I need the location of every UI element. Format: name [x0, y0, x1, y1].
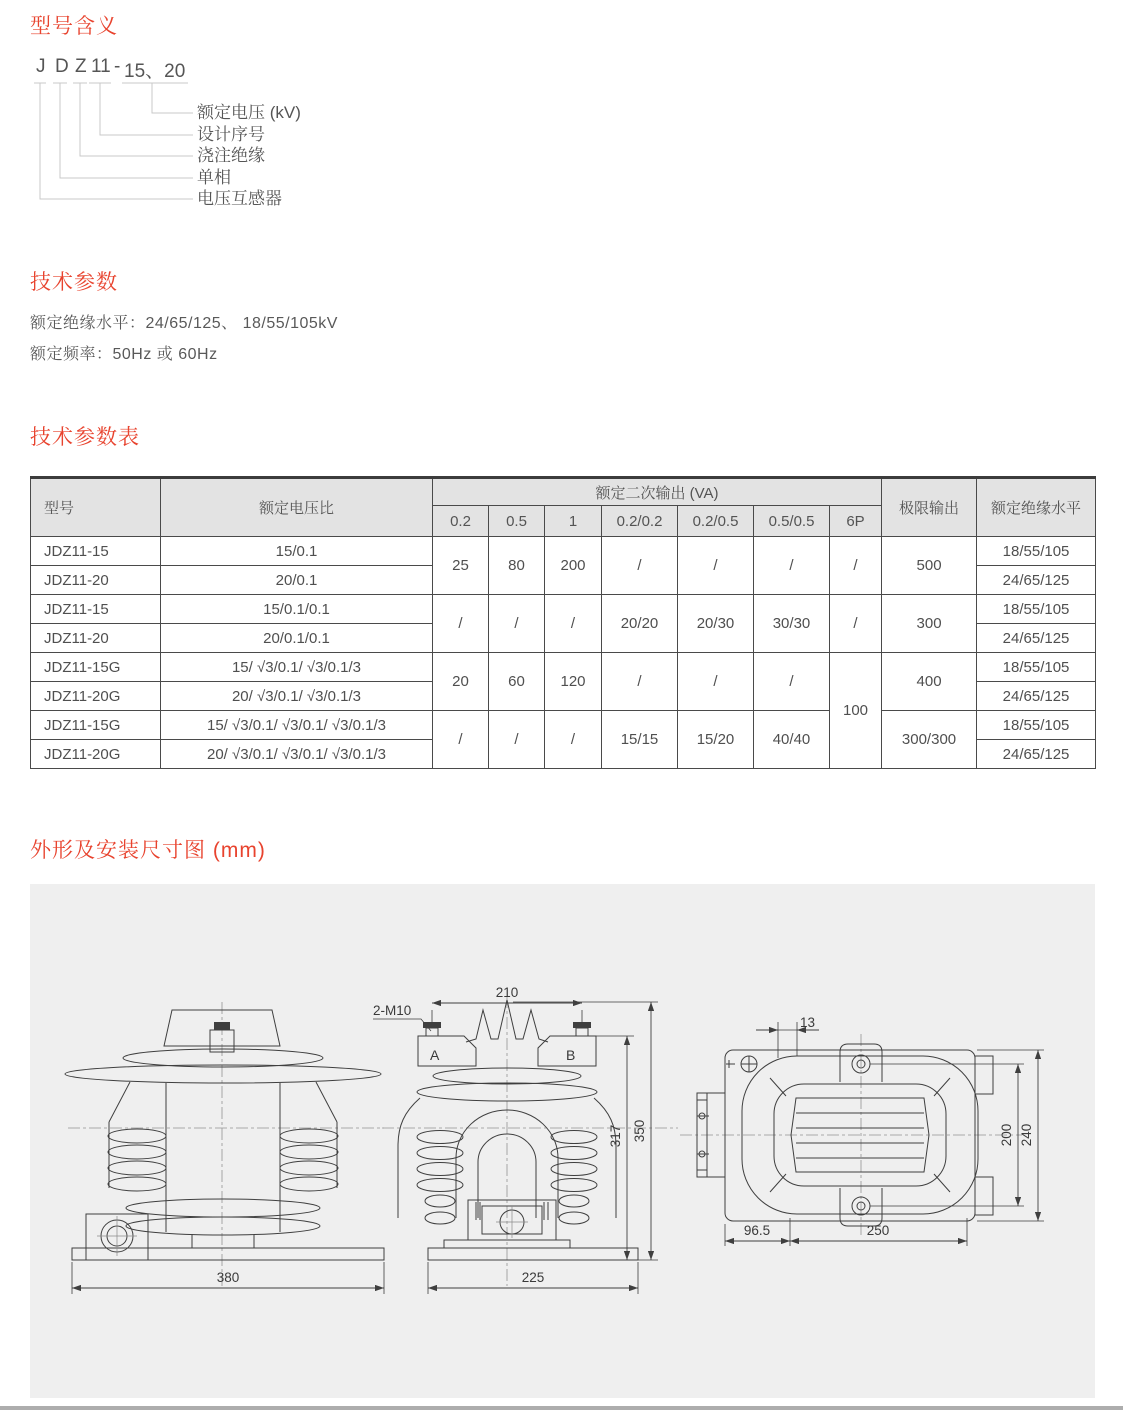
terminal-label-a: A — [430, 1047, 440, 1063]
dim-label-240: 240 — [1019, 1123, 1034, 1147]
cell-output: 60 — [489, 653, 545, 711]
cell-output: / — [545, 595, 602, 653]
param-line-insulation: 额定绝缘水平：24/65/125、 18/55/105kV — [30, 315, 338, 332]
model-label-design-serial: 设计序号 — [197, 125, 265, 144]
section-heading-params: 技术参数 — [30, 271, 118, 294]
cell-6p: 100 — [830, 653, 882, 769]
col-header-ratio: 额定电压比 — [161, 478, 433, 537]
cell-ratio: 20/ √3/0.1/ √3/0.1/3 — [161, 682, 433, 711]
col-header-class-6p: 6P — [830, 506, 882, 537]
cell-model: JDZ11-20G — [31, 682, 161, 711]
dim-label-317: 317 — [608, 1124, 623, 1148]
dimension-drawings — [30, 884, 1095, 1398]
table-row — [31, 711, 1096, 740]
cell-output: 15/15 — [602, 711, 678, 769]
col-header-class-0.5: 0.5 — [489, 506, 545, 537]
cell-output: / — [678, 653, 754, 711]
model-label-single-phase: 单相 — [197, 168, 231, 187]
cell-output: 200 — [545, 537, 602, 595]
cell-model: JDZ11-20G — [31, 740, 161, 769]
col-header-class-1: 1 — [545, 506, 602, 537]
col-header-insulation: 额定绝缘水平 — [977, 478, 1096, 537]
cell-model: JDZ11-15G — [31, 653, 161, 682]
cell-limit: 400 — [882, 653, 977, 711]
cell-limit: 500 — [882, 537, 977, 595]
cell-ratio: 20/ √3/0.1/ √3/0.1/ √3/0.1/3 — [161, 740, 433, 769]
cell-ratio: 15/0.1 — [161, 537, 433, 566]
col-header-class-0.2-0.5: 0.2/0.5 — [678, 506, 754, 537]
front-view-drawing — [65, 1002, 384, 1294]
code-token-dash: - — [114, 56, 121, 77]
top-view-drawing — [680, 1015, 1044, 1246]
table-row — [31, 595, 1096, 624]
cell-6p: / — [830, 595, 882, 653]
cell-insulation: 18/55/105 — [977, 595, 1096, 624]
dim-label-96.5: 96.5 — [743, 1223, 771, 1238]
cell-insulation: 24/65/125 — [977, 566, 1096, 595]
cell-output: / — [754, 653, 830, 711]
dim-label-2-m10: 2-M10 — [373, 1003, 412, 1018]
code-token-z: Z — [75, 56, 87, 77]
cell-output: 30/30 — [754, 595, 830, 653]
model-label-voltage-transformer: 电压互感器 — [197, 189, 282, 208]
col-header-class-0.5-0.5: 0.5/0.5 — [754, 506, 830, 537]
code-token-voltage: 15、20 — [124, 61, 186, 82]
dim-label-200: 200 — [999, 1123, 1014, 1147]
model-label-cast-insulation: 浇注绝缘 — [197, 146, 265, 165]
col-header-limit: 极限输出 — [882, 478, 977, 537]
param-line-frequency: 额定频率：50Hz 或 60Hz — [30, 346, 218, 363]
dim-label-225: 225 — [521, 1270, 545, 1285]
footer-divider — [0, 1406, 1123, 1410]
cell-insulation: 18/55/105 — [977, 537, 1096, 566]
col-header-model: 型号 — [31, 478, 161, 537]
dim-label-380: 380 — [216, 1270, 240, 1285]
table-row — [31, 537, 1096, 566]
cell-output: / — [678, 537, 754, 595]
dim-label-350: 350 — [632, 1119, 647, 1143]
table-row — [31, 653, 1096, 682]
cell-model: JDZ11-15G — [31, 711, 161, 740]
cell-ratio: 15/ √3/0.1/ √3/0.1/ √3/0.1/3 — [161, 711, 433, 740]
cell-6p: / — [830, 537, 882, 595]
section-heading-drawing: 外形及安装尺寸图 (mm) — [30, 839, 266, 862]
cell-output: 15/20 — [678, 711, 754, 769]
cell-output: / — [433, 595, 489, 653]
cell-output: / — [545, 711, 602, 769]
terminal-label-b: B — [566, 1047, 576, 1063]
cell-output: / — [602, 653, 678, 711]
cell-output: 25 — [433, 537, 489, 595]
ground-symbol-icon — [726, 1056, 757, 1072]
cell-model: JDZ11-20 — [31, 566, 161, 595]
cell-insulation: 18/55/105 — [977, 711, 1096, 740]
cell-insulation: 24/65/125 — [977, 682, 1096, 711]
code-token-11: 11 — [91, 56, 111, 77]
code-token-j: J — [36, 56, 46, 77]
cell-insulation: 24/65/125 — [977, 740, 1096, 769]
cell-model: JDZ11-15 — [31, 595, 161, 624]
cell-output: 20/30 — [678, 595, 754, 653]
cell-output: / — [489, 711, 545, 769]
model-connector-lines — [30, 50, 570, 220]
dim-label-13: 13 — [800, 1015, 816, 1030]
model-label-rated-voltage: 额定电压 (kV) — [197, 103, 301, 122]
cell-output: / — [754, 537, 830, 595]
cell-ratio: 20/0.1/0.1 — [161, 624, 433, 653]
cell-model: JDZ11-15 — [31, 537, 161, 566]
code-token-d: D — [55, 56, 69, 77]
dimension-drawing-panel — [30, 884, 1095, 1398]
cell-output: 40/40 — [754, 711, 830, 769]
col-header-output-group: 额定二次输出 (VA) — [433, 478, 882, 506]
col-header-class-0.2: 0.2 — [433, 506, 489, 537]
dim-label-210: 210 — [495, 985, 519, 1000]
cell-ratio: 20/0.1 — [161, 566, 433, 595]
cell-limit: 300 — [882, 595, 977, 653]
cell-output: / — [433, 711, 489, 769]
cell-limit: 300/300 — [882, 711, 977, 769]
section-heading-table: 技术参数表 — [30, 426, 140, 449]
cell-output: / — [489, 595, 545, 653]
cell-ratio: 15/0.1/0.1 — [161, 595, 433, 624]
side-view-drawing — [373, 985, 678, 1294]
model-code-diagram — [30, 50, 570, 220]
cell-output: 20/20 — [602, 595, 678, 653]
cell-ratio: 15/ √3/0.1/ √3/0.1/3 — [161, 653, 433, 682]
cell-output: 120 — [545, 653, 602, 711]
cell-output: / — [602, 537, 678, 595]
spec-table — [30, 476, 1096, 769]
col-header-class-0.2-0.2: 0.2/0.2 — [602, 506, 678, 537]
section-heading-model: 型号含义 — [30, 15, 118, 38]
dim-label-250: 250 — [866, 1223, 890, 1238]
cell-output: 80 — [489, 537, 545, 595]
cell-model: JDZ11-20 — [31, 624, 161, 653]
cell-insulation: 24/65/125 — [977, 624, 1096, 653]
cell-output: 20 — [433, 653, 489, 711]
cell-insulation: 18/55/105 — [977, 653, 1096, 682]
